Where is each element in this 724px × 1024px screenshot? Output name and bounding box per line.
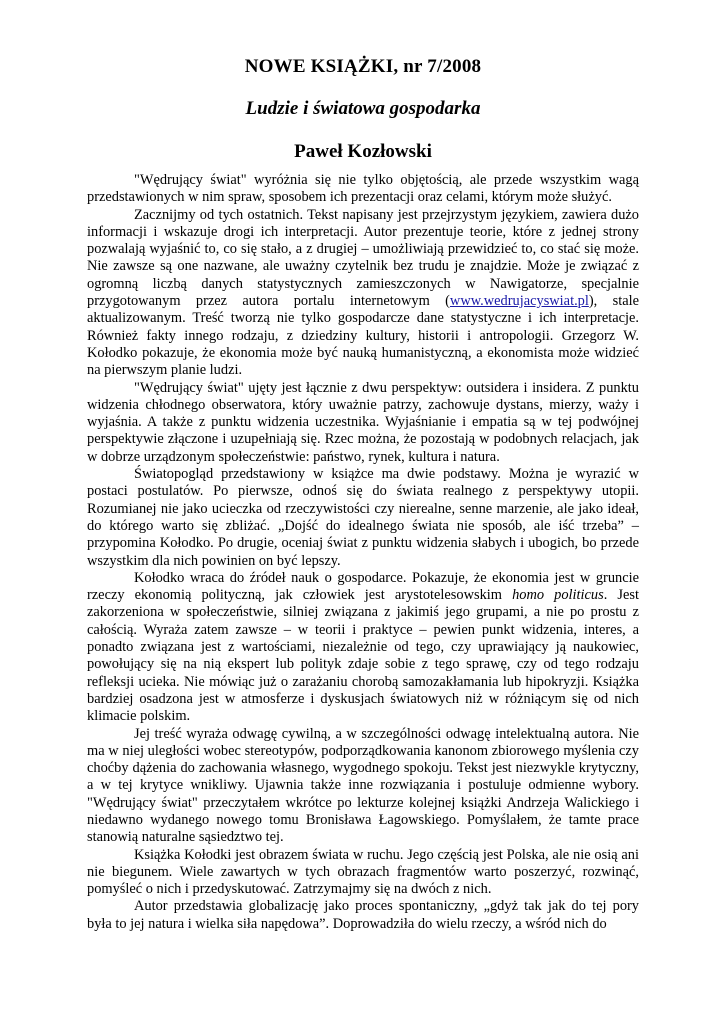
paragraph-7: Książka Kołodki jest obrazem świata w ruchu. Jego częścią jest Polska, ale nie osią ani nie biegunem. Wiele zawartych w tych obrazach fragmentów warto poszerzyć, rozwinąć, pomyśleć o nich i przedyskutować. Zatrzymajmy się na dwóch z nich. (87, 846, 639, 898)
paragraph-2-text-before: Zacznijmy od tych ostatnich. Tekst napisany jest przejrzystym językiem, zawiera dużo informacji i wskazuje drogi ich interpretacji. Autor prezentuje teorie, które z jednej strony pozwalają wyjaśnić to, co się stało, a z drugiej – umożliwiają przewidzieć to, co stać się może. Nie zawsze są one nazwane, ale uważny czytelnik bez trudu je znajdzie. Może je związać z ogromną liczbą danych statystycznych zamieszczonych w Nawigatorze, specjalnie przygotowanym przez autora portalu internetowym ( (87, 206, 639, 310)
paragraph-4: Światopogląd przedstawiony w książce ma dwie podstawy. Można je wyrazić w postaci postulatów. Po pierwsze, odnoś się do świata realnego z perspektywy utopii. Rozumianej nie jako ucieczka od rzeczywistości czy nierealne, senne marzenie, ale jako ideał, do którego warto się zbliżać. „Dojść do idealnego świata nie sposób, ale iść trzeba” – przypomina Kołodko. Po drugie, oceniaj świat z punktu widzenia słabych i ubogich, bo przede wszystkim dla nich powinien on być lepszy. (87, 466, 639, 569)
paragraph-5-text-before: Kołodko wraca do źródeł nauk o gospodarce. Pokazuje, że ekonomia jest w gruncie rzeczy ekonomią polityczną, jak człowiek jest arystotelesowskim (87, 569, 639, 604)
book-title: Ludzie i światowa gospodarka (245, 98, 481, 119)
paragraph-8: Autor przedstawia globalizację jako proces spontaniczny, „gdyż tak jak do tej pory była to jej natura i wielka siła napędowa”. Doprowadziła do wielu rzeczy, a wśród nich do (87, 898, 639, 932)
paragraph-3: "Wędrujący świat" ujęty jest łącznie z dwu perspektyw: outsidera i insidera. Z punktu widzenia chłodnego obserwatora, który uważnie patrzy, zachowuje dystans, mierzy, waży i wyjaśnia. A także z punktu widzenia uczestnika. Wyjaśnianie i empatia są w tej podwójnej perspektywie złączone i uzupełniają się. Rzec można, że pozostają w podobnych relacjach, jak w dobrze urządzonym społeczeństwie: państwo, rynek, kultura i natura. (87, 379, 639, 465)
paragraph-5-text-after: . Jest zakorzeniona w społeczeństwie, silniej związana z jakimiś jego grupami, a nie po prostu z całością. Wyraża zatem zawsze – w teorii i praktyce – pewien punkt widzenia, interes, a ponadto związana jest z wartościami, niezależnie od tego, czy uprawiający ją naukowiec, powołujący się na nią ekspert lub polityk zdaje sobie z tego sprawę, czy od tego rodzaju refleksji ucieka. Nie mówiąc już o zarażaniu chorobą samozakłamania lub hipokryzji. Książka bardziej osadzona jest w atmosferze i dyskusjach światowych niż w różniącym się od nich klimacie polskim. (87, 587, 639, 725)
document-page (87, 56, 639, 933)
paragraph-2-text-after: ), stale aktualizowanym. Treść tworzą nie tylko gospodarcze dane statystyczne i ich interpretacje. Również fakty innego rodzaju, z dziedziny kultury, historii i antropologii. Grzegorz W. Kołodko pokazuje, że ekonomia może być nauką humanistyczną, a ekonomista może widzieć na pierwszym planie ludzi. (87, 293, 639, 379)
homo-politicus-term: homo politicus (512, 587, 604, 604)
paragraph-1: "Wędrujący świat" wyróżnia się nie tylko objętością, ale przede wszystkim wagą przedstawionych w nim spraw, sposobem ich prezentacji oraz celami, którym może służyć. (87, 172, 639, 206)
paragraph-2 (87, 207, 639, 380)
paragraph-5 (87, 570, 639, 726)
issue-title: NOWE KSIĄŻKI, nr 7/2008 (244, 56, 482, 77)
portal-link[interactable]: www.wedrujacyswiat.pl (449, 293, 589, 310)
paragraph-6: Jej treść wyraża odwagę cywilną, a w szczególności odwagę intelektualną autora. Nie ma w niej uległości wobec stereotypów, podporządkowania kanonom zbiorowego myślenia czy choćby dążenia do zachowania własnego, wygodnego spokoju. Tekst jest niezwykle krytyczny, a w tej krytyce wnikliwy. Ujawnia także inne rozwiązania i postuluje odmienne wybory. "Wędrujący świat" przeczytałem wkrótce po lekturze kolejnej książki Andrzeja Walickiego i niedawno wydanego nowego tomu Bronisława Łagowskiego. Pomyślałem, że tamte prace stanowią naturalne sąsiedztwo tej. (87, 725, 639, 846)
article-body (87, 172, 639, 933)
author-name: Paweł Kozłowski (294, 141, 432, 162)
